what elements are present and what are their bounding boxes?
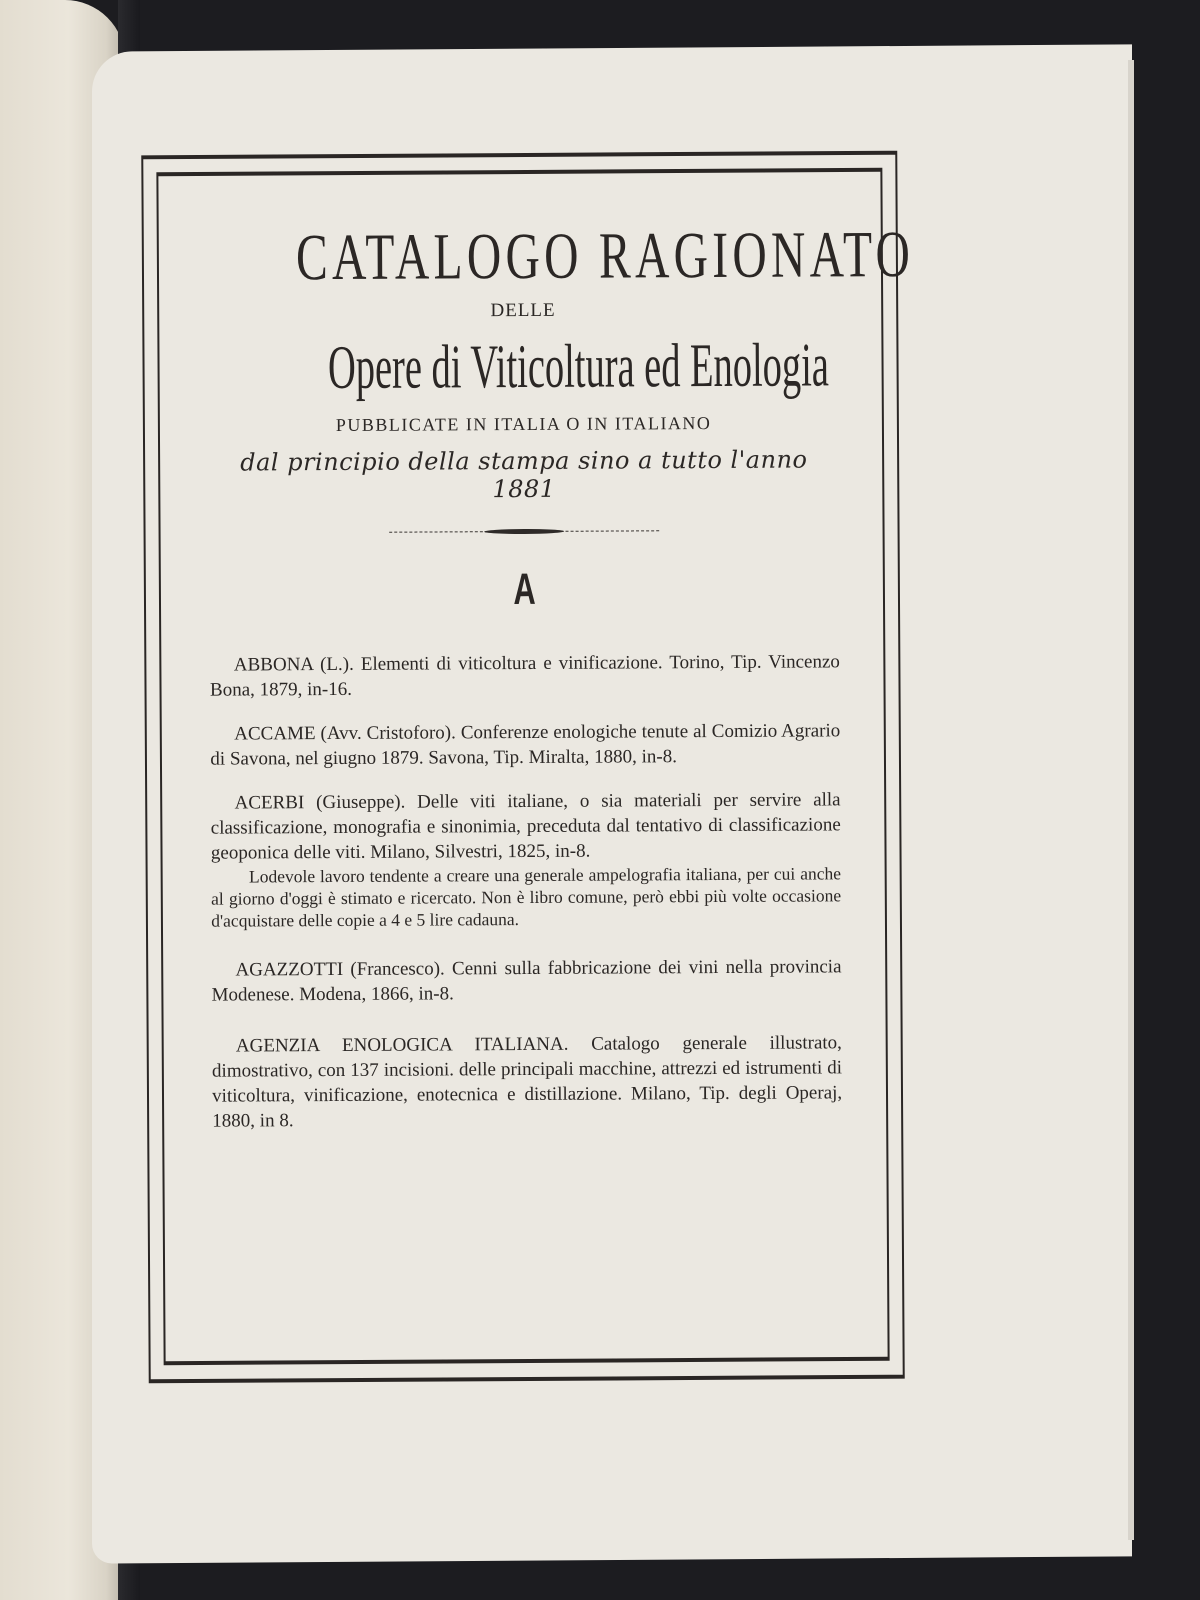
title-line-2: Opere di Viticoltura ed Enologia <box>327 331 830 403</box>
rule-swell <box>484 529 564 534</box>
catalog-entry <box>211 787 842 931</box>
catalog-entry <box>212 1030 843 1133</box>
entry-text: ABBONA (L.). Elementi di viticoltura e vinificazione. Torino, Tip. Vincenzo Bona, 1879, in-16. <box>209 651 840 701</box>
entry-text: ACERBI (Giuseppe). Delle viti italiane, o sia materiali per servire alla classificazione, monografia e sinonimia, preceduta dal tentativo di classificazione geoponica delle viti. Milano, Silvestri, 1825, in-8. <box>210 789 841 864</box>
ornamental-rule <box>389 528 659 535</box>
entry-text: AGENZIA ENOLOGICA ITALIANA. Catalogo generale illustrato, dimostrativo, con 137 incisioni. delle principali macchine, attrezzi ed istrumenti di viticoltura, vinificazione, enotecnica e distillazione. Milano, Tip. degli Operaj, 1880, in 8. <box>211 1032 843 1132</box>
title-line-1: CATALOGO RAGIONATO <box>295 217 915 295</box>
catalog-entries <box>210 649 843 1133</box>
subtitle: PUBBLICATE IN ITALIA O IN ITALIANO <box>335 413 712 435</box>
catalog-entry <box>210 649 840 702</box>
title-page-content <box>208 217 915 1152</box>
page-edge <box>1128 60 1134 1540</box>
entry-text: AGAZZOTTI (Francesco). Cenni sulla fabbricazione dei vini nella provincia Modenese. Modena, 1866, in-8. <box>211 956 842 1006</box>
entry-text: ACCAME (Avv. Cristoforo). Conferenze enologiche tenute al Comizio Agrario di Savona, nel giugno 1879. Savona, Tip. Miralta, 1880, in-8. <box>210 720 841 770</box>
title-connector: DELLE <box>490 299 556 322</box>
catalog-entry <box>211 954 841 1007</box>
entry-note: Lodevole lavoro tendente a creare una generale ampelografia italiana, per cui anche al giorno d'oggi è stimato e ricercato. Non è libro comune, però ebbi più volte occasione d'acquistare delle copie a 4 e 5 lire cadauna. <box>211 863 842 931</box>
section-letter: A <box>513 564 536 615</box>
date-range-line: dal principio della stampa sino a tutto l'anno 1881 <box>240 445 808 504</box>
catalog-entry <box>210 718 840 771</box>
